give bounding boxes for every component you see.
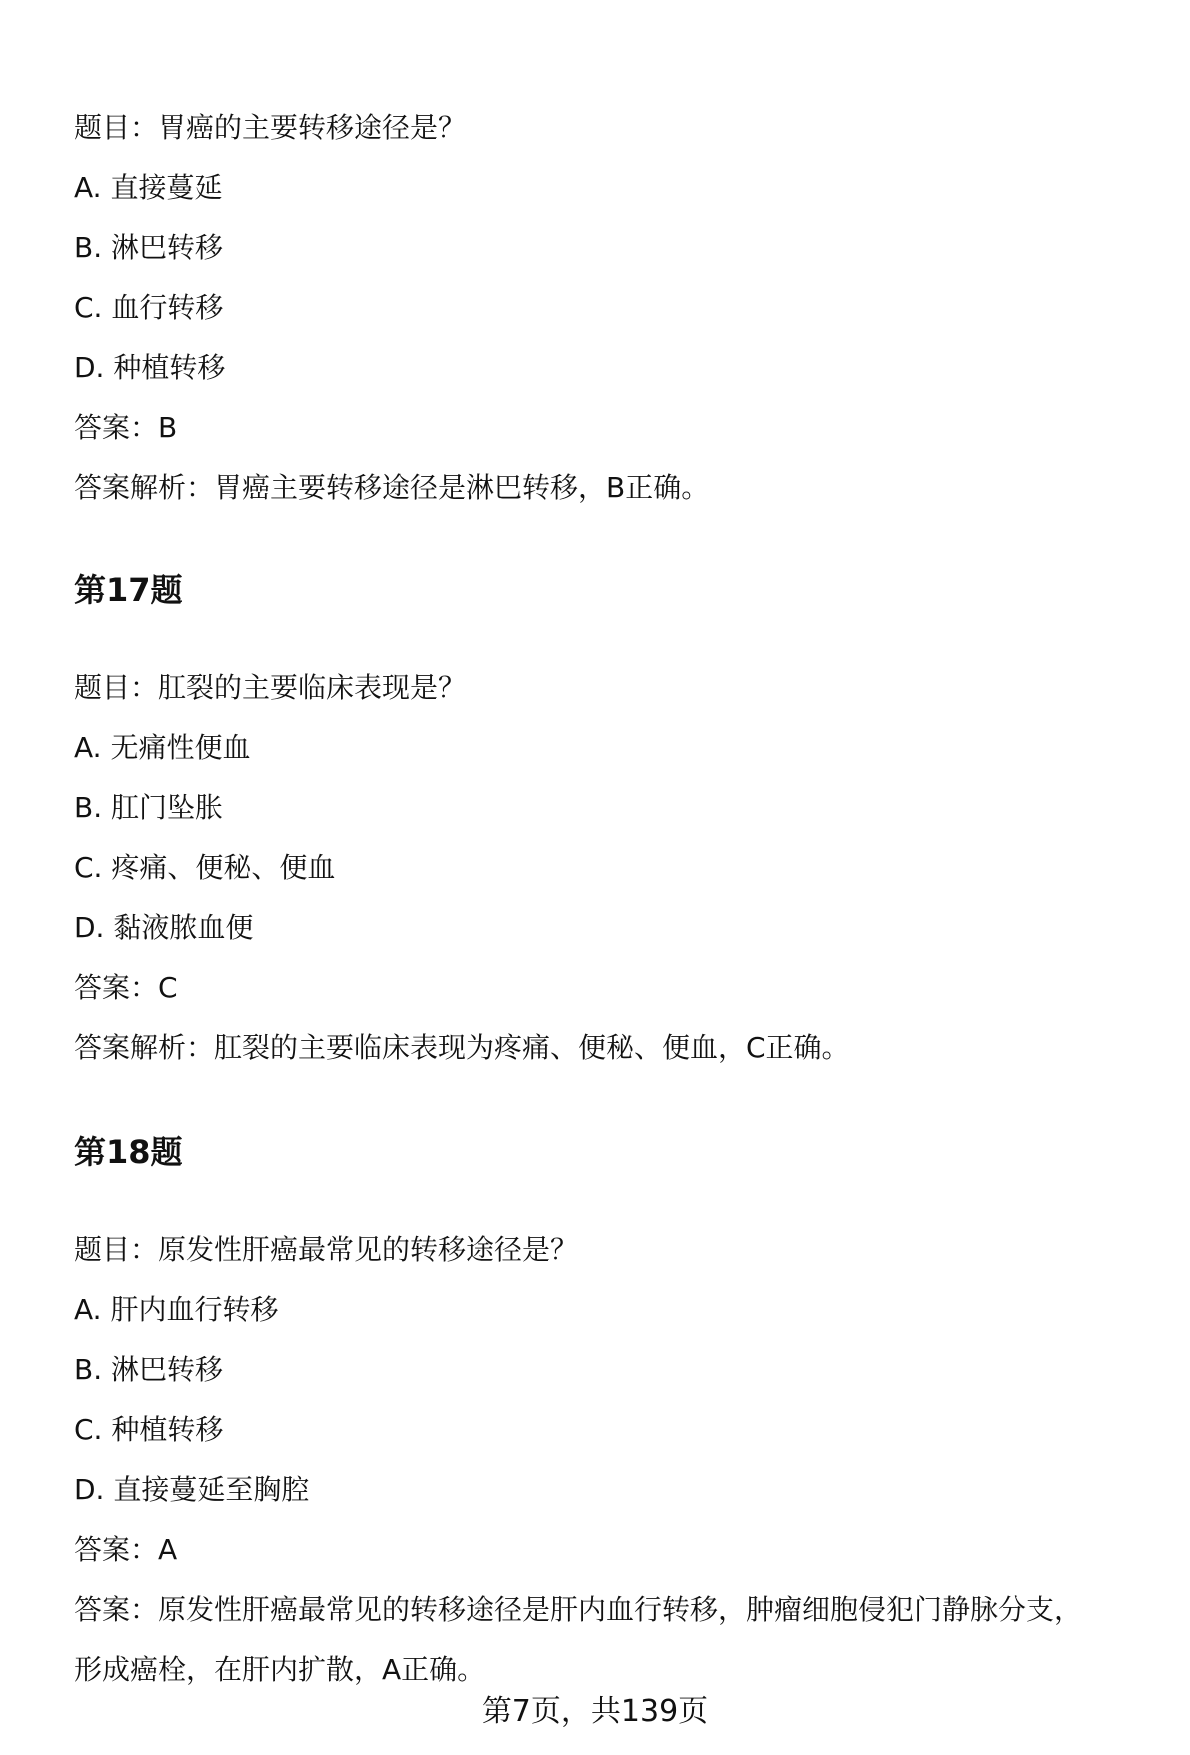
q16-explanation: 答案解析：胃癌主要转移途径是淋巴转移，B正确。 [74,471,710,504]
q17-heading: 第17题 [74,571,183,609]
page-number: 第7页，共139页 [481,1694,709,1729]
q18-answer: 答案：A [74,1533,178,1566]
q16-option-d: D. 种植转移 [74,351,226,384]
q17-option-c: C. 疼痛、便秘、便血 [74,851,336,884]
q17-explanation: 答案解析：肛裂的主要临床表现为疼痛、便秘、便血，C正确。 [74,1031,850,1064]
q17-option-a: A. 无痛性便血 [74,731,251,764]
q18-option-d: D. 直接蔓延至胸腔 [74,1473,310,1506]
q16-question: 题目：胃癌的主要转移途径是？ [74,111,467,144]
q16-answer: 答案：B [74,411,178,444]
q18-heading: 第18题 [74,1133,183,1171]
q16-option-a: A. 直接蔓延 [74,171,223,204]
q17-answer: 答案：C [74,971,178,1004]
q18-question: 题目：原发性肝癌最常见的转移途径是？ [74,1233,579,1266]
q16-option-c: C. 血行转移 [74,291,224,324]
q17-question: 题目：肛裂的主要临床表现是？ [74,671,467,704]
q18-option-c: C. 种植转移 [74,1413,224,1446]
q18-explanation-line2: 形成癌栓，在肝内扩散，A正确。 [74,1653,486,1686]
q18-option-a: A. 肝内血行转移 [74,1293,279,1326]
q17-option-d: D. 黏液脓血便 [74,911,254,944]
q16-option-b: B. 淋巴转移 [74,231,224,264]
q17-option-b: B. 肛门坠胀 [74,791,224,824]
q18-option-b: B. 淋巴转移 [74,1353,224,1386]
q18-explanation-line1: 答案：原发性肝癌最常见的转移途径是肝内血行转移，肿瘤细胞侵犯门静脉分支， [74,1593,1083,1626]
